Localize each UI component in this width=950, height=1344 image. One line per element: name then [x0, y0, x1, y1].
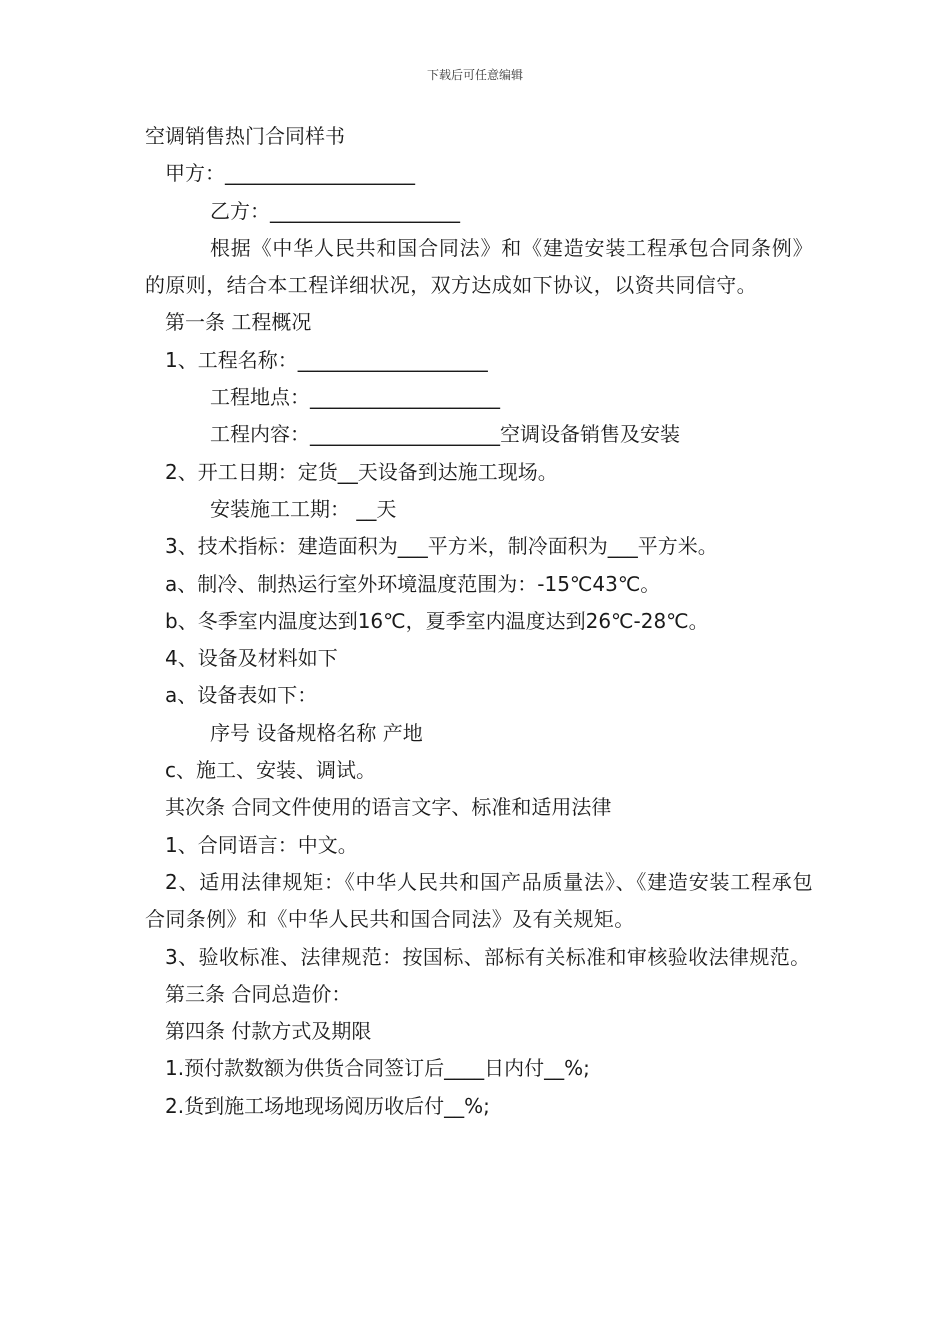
- party-a-line: 甲方：___________________: [165, 161, 415, 186]
- equipment-table-header: 序号 设备规格名称 产地: [210, 720, 423, 745]
- document-body: [145, 118, 813, 1125]
- article-1-heading: 第一条 工程概况: [165, 310, 312, 335]
- contract-language-line: 1、合同语言：中文。: [165, 832, 358, 857]
- indoor-temp-line: b、冬季室内温度达到16℃，夏季室内温度达到26℃-28℃。: [165, 608, 709, 633]
- equipment-heading: 4、设备及材料如下: [165, 646, 338, 671]
- project-content-line: 工程内容：___________________空调设备销售及安装: [210, 422, 680, 447]
- article-2-heading: 其次条 合同文件使用的语言文字、标准和适用法律: [165, 795, 612, 820]
- equipment-table-intro: a、设备表如下：: [165, 683, 318, 708]
- header-note: 下载后可任意编辑: [426, 68, 523, 82]
- start-date-line: 2、开工日期：定货__天设备到达施工现场。: [165, 459, 558, 484]
- construction-line: c、施工、安装、调试。: [165, 758, 376, 783]
- project-location-line: 工程地点：___________________: [210, 385, 500, 410]
- applicable-law-paragraph: 2、适用法律规矩：《中华人民共和国产品质量法》、《建造安装工程承包合同条例》和《中华人民共和国合同法》及有关规矩。: [145, 869, 813, 932]
- article-3-heading: 第三条 合同总造价：: [165, 981, 352, 1006]
- party-b-line: 乙方：___________________: [210, 198, 460, 223]
- document-title: 空调销售热门合同样书: [145, 124, 345, 148]
- delivery-payment-line: 2.货到施工场地现场阅历收后付__%;: [165, 1093, 490, 1118]
- project-name-line: 1、工程名称：___________________: [165, 347, 488, 372]
- acceptance-standard-paragraph: 3、验收标准、法律规范：按国标、部标有关标准和审核验收法律规范。: [165, 944, 811, 969]
- intro-paragraph: 根据《中华人民共和国合同法》和《建造安装工程承包合同条例》的原则，结合本工程详细状况，双方达成如下协议，以资共同信守。: [145, 235, 813, 298]
- tech-spec-line: 3、技术指标：建造面积为___平方米，制冷面积为___平方米。: [165, 534, 718, 559]
- temp-range-line: a、制冷、制热运行室外环境温度范围为：-15℃43℃。: [165, 571, 661, 596]
- article-4-heading: 第四条 付款方式及期限: [165, 1019, 372, 1044]
- install-period-line: 安装施工工期： __天: [210, 496, 397, 521]
- prepayment-line: 1.预付款数额为供货合同签订后____日内付__%;: [165, 1056, 590, 1081]
